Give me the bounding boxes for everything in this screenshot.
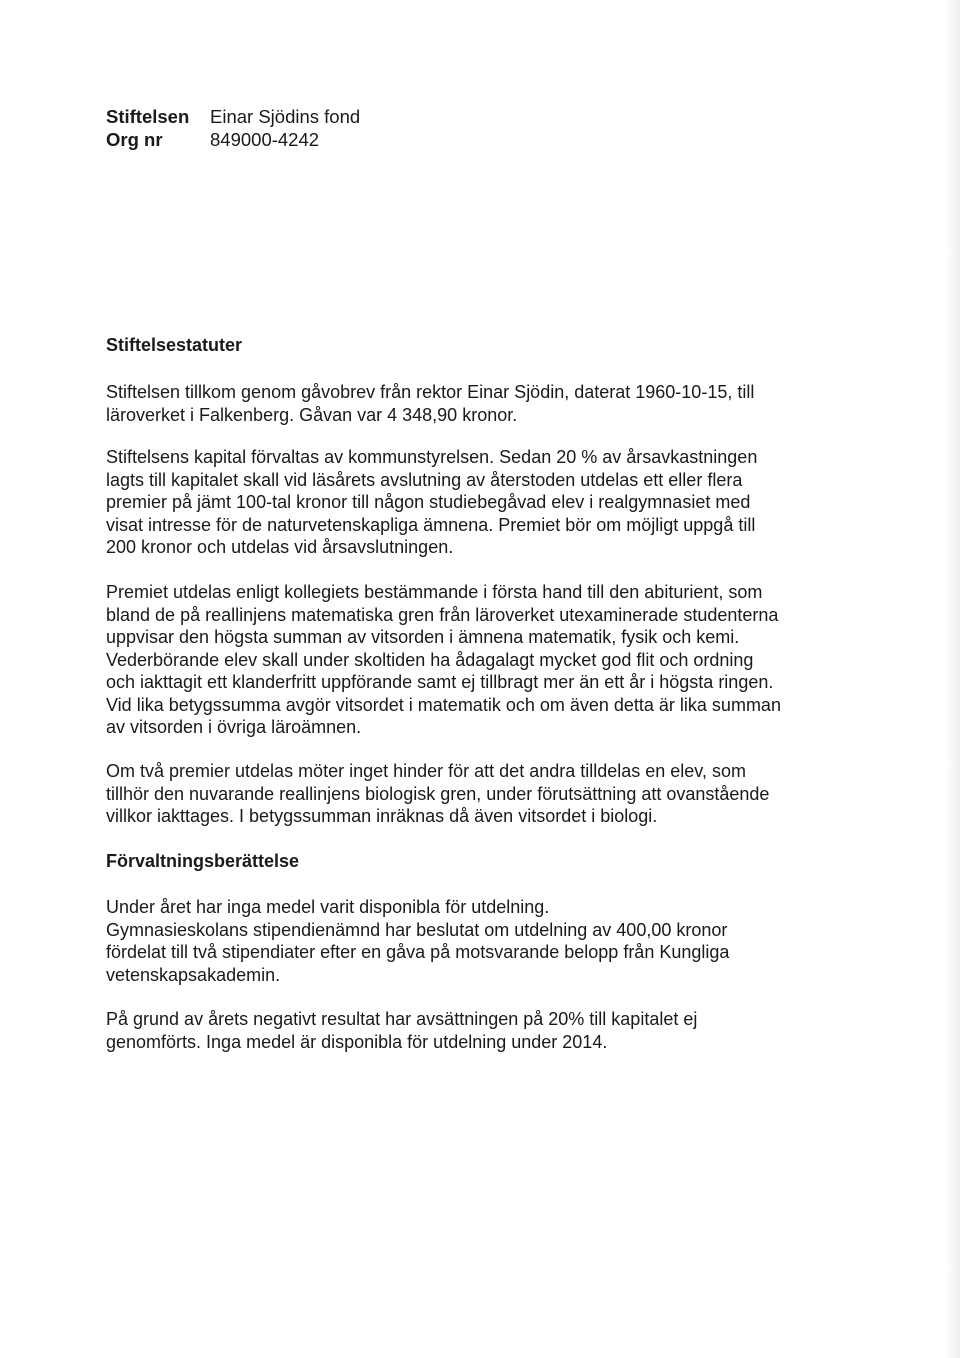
statutes-paragraph-2 <box>106 446 757 559</box>
text-line: och iakttagit ett klanderfritt uppförande samt ej tillbragt mer än ett år i högsta ringen. <box>106 672 774 692</box>
text-line: villkor iakttages. I betygssumman inräknas då även vitsordet i biologi. <box>106 806 658 826</box>
foundation-header <box>106 105 360 151</box>
stiftelsen-row <box>106 105 360 128</box>
text-line: Vederbörande elev skall under skoltiden ha ådagalagt mycket god flit och ordning <box>106 649 754 670</box>
text-line: vetenskapsakademin. <box>106 964 281 985</box>
text-line: Vid lika betygssumma avgör vitsordet i matematik och om även detta är lika summan <box>106 694 781 715</box>
statutes-paragraph-1 <box>106 381 754 426</box>
text-line: uppvisar den högsta summan av vitsorden i ämnena matematik, fysik och kemi. <box>106 627 740 647</box>
text-line: 200 kronor och utdelas vid årsavslutningen. <box>106 537 454 557</box>
text-line: Stiftelsen tillkom genom gåvobrev från rektor Einar Sjödin, daterat 1960-10-15, till <box>106 382 755 402</box>
text-line: genomförts. Inga medel är disponibla för utdelning under 2014. <box>106 1031 608 1052</box>
text-line: Gymnasieskolans stipendienämnd har beslutat om utdelning av 400,00 kronor <box>106 919 728 940</box>
text-line: tillhör den nuvarande reallinjens biologisk gren, under förutsättning att ovanstående <box>106 783 770 804</box>
text-line: Premiet utdelas enligt kollegiets bestämmande i första hand till den abiturient, som <box>106 582 763 602</box>
orgnr-value: 849000-4242 <box>210 129 320 150</box>
stiftelsen-label: Stiftelsen <box>106 106 190 127</box>
text-line: Om två premier utdelas möter inget hinder för att det andra tilldelas en elev, som <box>106 761 746 781</box>
text-line: Stiftelsens kapital förvaltas av kommunstyrelsen. Sedan 20 % av årsavkastningen <box>106 447 758 467</box>
text-line: lagts till kapitalet skall vid läsårets avslutning av återstoden utdelas ett eller flera <box>106 469 743 490</box>
stiftelsen-value: Einar Sjödins fond <box>210 106 361 127</box>
report-heading: Förvaltningsberättelse <box>106 851 300 871</box>
scan-edge-shadow <box>946 0 960 1358</box>
text-line: läroverket i Falkenberg. Gåvan var 4 348,90 kronor. <box>106 404 518 425</box>
text-line: bland de på reallinjens matematiska gren från läroverket utexaminerade studenterna <box>106 604 779 625</box>
text-line: premier på jämt 100-tal kronor till någon studiebegåvad elev i realgymnasiet med <box>106 492 751 512</box>
text-line: visat intresse för de naturvetenskapliga ämnena. Premiet bör om möjligt uppgå till <box>106 514 756 535</box>
text-line: av vitsorden i övriga läroämnen. <box>106 717 362 737</box>
orgnr-row <box>106 128 360 151</box>
text-line: fördelat till två stipendiater efter en gåva på motsvarande belopp från Kungliga <box>106 942 730 962</box>
text-line: På grund av årets negativt resultat har avsättningen på 20% till kapitalet ej <box>106 1009 698 1029</box>
statutes-heading: Stiftelsestatuter <box>106 335 243 355</box>
statutes-paragraph-3 <box>106 581 781 739</box>
report-paragraph-2 <box>106 1008 697 1053</box>
statutes-paragraph-4 <box>106 760 769 828</box>
report-paragraph-1 <box>106 896 729 986</box>
text-line: Under året har inga medel varit disponibla för utdelning. <box>106 897 550 917</box>
orgnr-label: Org nr <box>106 129 163 150</box>
